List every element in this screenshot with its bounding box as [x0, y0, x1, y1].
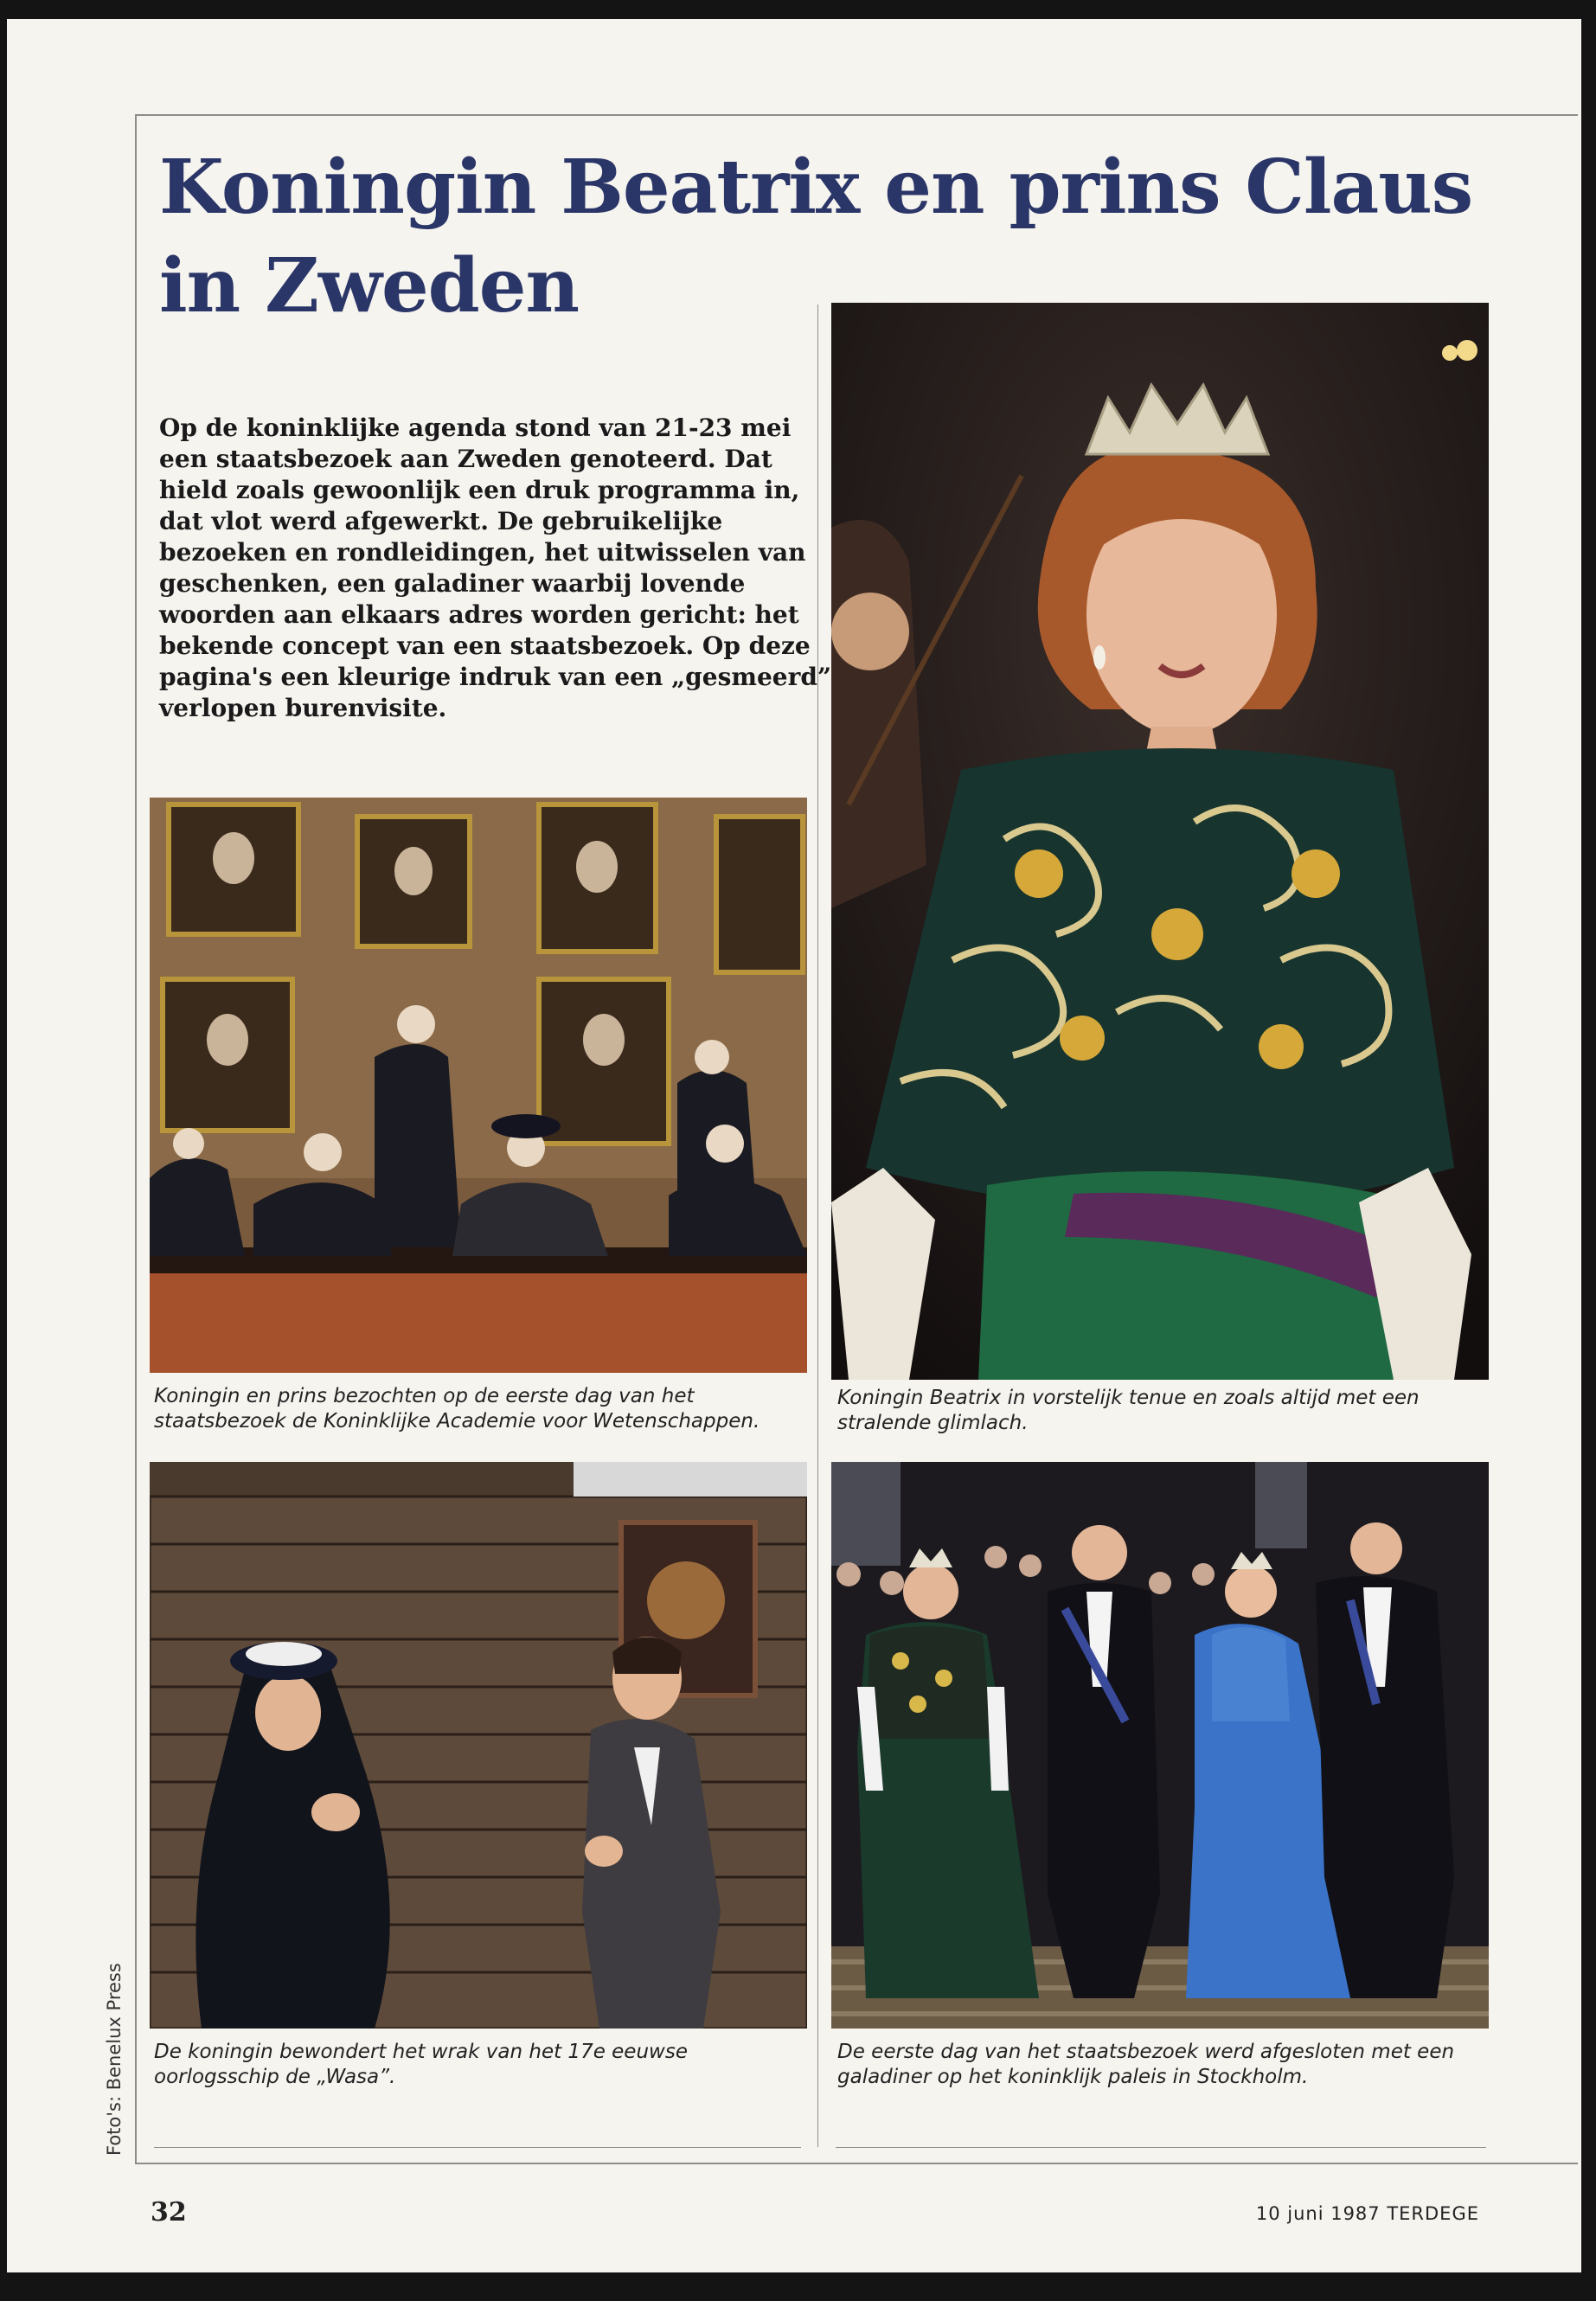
issue-dateline: 10 juni 1987 TERDEGE — [1255, 2203, 1479, 2224]
gala-photo — [831, 1462, 1489, 2029]
portrait-photo-image — [831, 303, 1489, 1380]
wasa-photo — [150, 1462, 807, 2029]
title-line-1: Koningin Beatrix en prins Claus — [159, 144, 1473, 231]
portrait-caption: Koningin Beatrix in vorstelijk tenue en zoals altijd met een stralende glimlach. — [837, 1387, 1420, 1434]
gala-caption: De eerste dag van het staatsbezoek werd afgesloten met een galadiner op het koninklijk paleis in Stockholm. — [837, 2041, 1455, 2088]
wasa-photo-image — [150, 1462, 807, 2029]
academy-photo-image — [150, 798, 807, 1373]
page-number: 32 — [151, 2197, 187, 2227]
right-bottom-rule — [836, 2147, 1486, 2148]
top-rule — [135, 114, 1578, 116]
intro-paragraph: Op de koninklijke agenda stond van 21-23 mei een staatsbezoek aan Zweden genoteerd. Dat hield zoals gewoonlijk een druk programma in, dat vlot werd afgewerkt. De gebruikelijke bezoeken en rondleidingen, het uitwisselen van geschenken, een galadiner waarbij lovende woorden aan elkaars adres worden gericht: het bekende concept van een staatsbezoek. Op deze pagina's een kleurige indruk van een „gesmeerd” verlopen burenvisite. — [159, 413, 832, 722]
academy-photo — [150, 798, 807, 1373]
magazine-page — [7, 19, 1581, 2272]
academy-caption: Koningin en prins bezochten op de eerste dag van het staatsbezoek de Koninklijke Academie voor Wetenschappen. — [154, 1385, 760, 1433]
photo-credit: Foto's: Benelux Press — [104, 1963, 125, 2156]
portrait-photo — [831, 303, 1489, 1380]
left-bottom-rule — [154, 2147, 801, 2148]
gala-photo-image — [831, 1462, 1489, 2029]
left-rule — [135, 114, 137, 2164]
wasa-caption: De koningin bewondert het wrak van het 17e eeuwse oorlogsschip de „Wasa”. — [154, 2041, 688, 2088]
title-line-2: in Zweden — [159, 242, 580, 330]
bottom-rule — [135, 2163, 1578, 2164]
